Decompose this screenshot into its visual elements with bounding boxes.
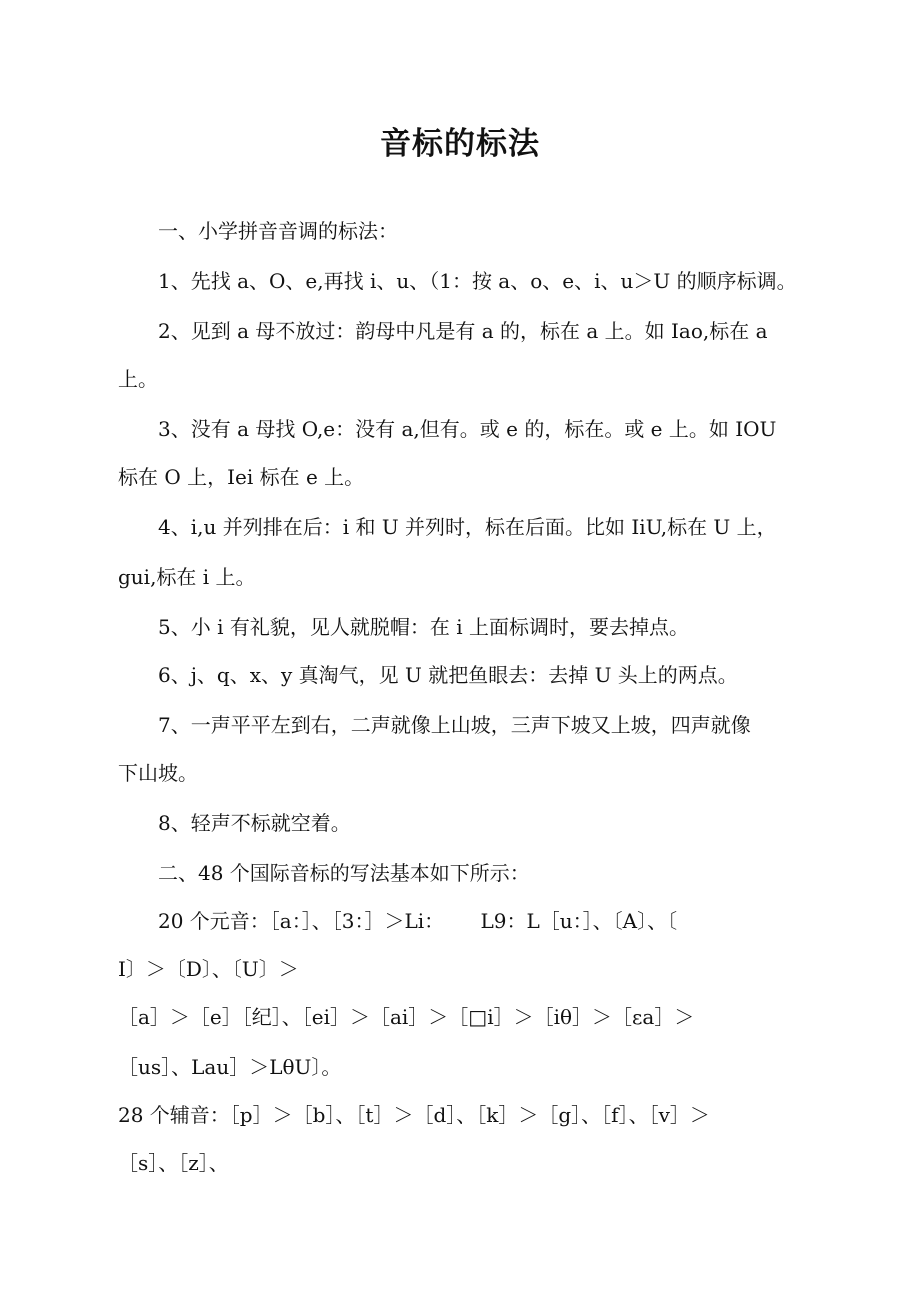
rule-8: 8、轻声不标就空着。 <box>158 811 351 835</box>
document-title: 音标的标法 <box>380 126 540 162</box>
vowels-line-3: ［a］＞［e］［纪］、［ei］＞［ai］＞［□i］＞［iθ］＞［εa］＞ <box>118 1005 695 1029</box>
vowels-line-2: I〕＞〔D〕、〔U〕＞ <box>118 957 299 981</box>
vowels-line-4: ［us］、Lau］＞LθU〕。 <box>118 1055 342 1079</box>
rule-7-line-1: 7、一声平平左到右，二声就像上山坡，三声下坡又上坡，四声就像 <box>158 713 751 737</box>
rule-3-line-2: 标在 O 上，Iei 标在 e 上。 <box>118 465 365 489</box>
rule-3-line-1: 3、没有 a 母找 O,e：没有 a,但有。或 e 的，标在。或 e 上。如 IOU <box>158 417 777 441</box>
section-heading-1: 一、小学拼音音调的标法： <box>158 219 398 243</box>
consonants-line-2: ［s］、［z］、 <box>118 1151 229 1175</box>
rule-4-line-1: 4、i,u 并列排在后：i 和 U 并列时，标在后面。比如 IiU,标在 U 上， <box>158 515 777 539</box>
rule-7-line-2: 下山坡。 <box>118 761 198 785</box>
vowels-line-1: 20 个元音：［a：］、［3：］＞Li： L9：L［u：］、〔A〕、〔 <box>158 909 678 933</box>
section-heading-2: 二、48 个国际音标的写法基本如下所示： <box>158 861 530 885</box>
rule-2-line-2: 上。 <box>118 367 158 391</box>
rule-1: 1、先找 a、O、e,再找 i、u、（1：按 a、o、e、i、u＞U 的顺序标调。 <box>158 269 797 293</box>
rule-6: 6、j、q、x、y 真淘气，见 U 就把鱼眼去：去掉 U 头上的两点。 <box>158 663 738 687</box>
consonants-line-1: 28 个辅音：［p］＞［b］、［t］＞［d］、［k］＞［g］、［f］、［v］＞ <box>118 1103 710 1127</box>
rule-2-line-1: 2、见到 a 母不放过：韵母中凡是有 a 的，标在 a 上。如 Iao,标在 a <box>158 319 768 343</box>
rule-4-line-2: gui,标在 i 上。 <box>118 565 256 589</box>
rule-5: 5、小 i 有礼貌，见人就脱帽：在 i 上面标调时，要去掉点。 <box>158 615 689 639</box>
